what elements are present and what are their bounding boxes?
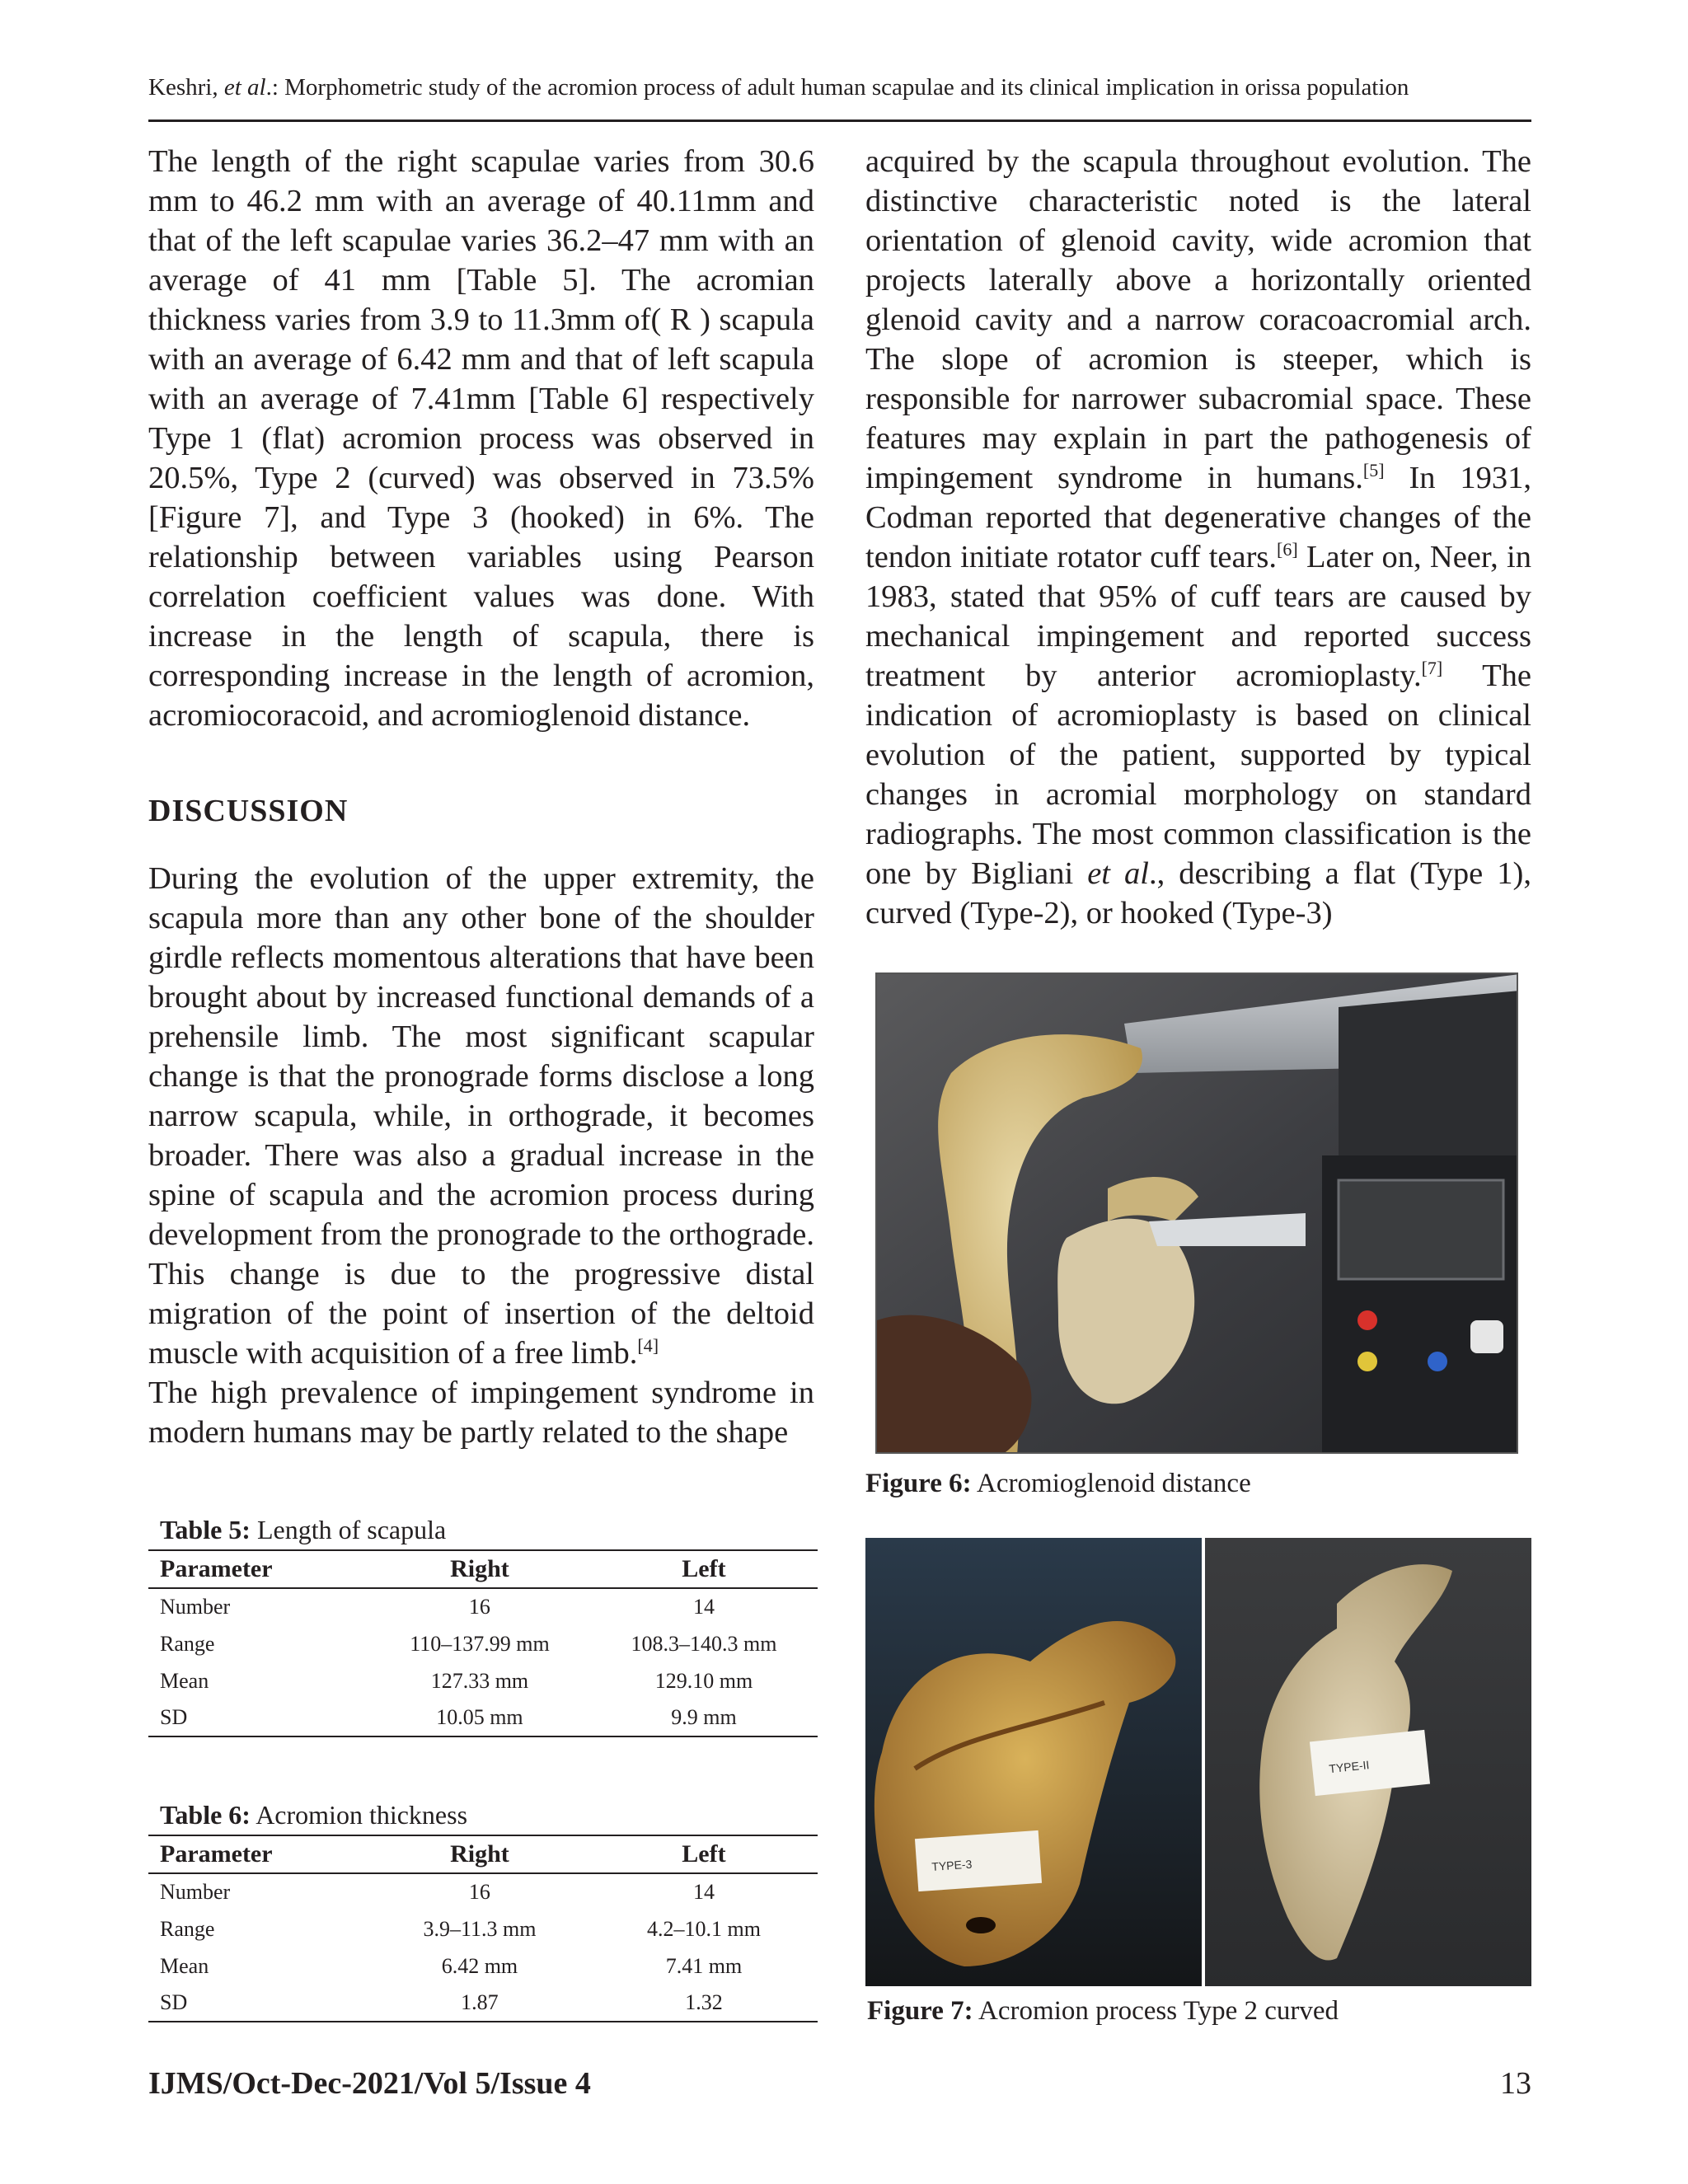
table-6-label: Table 6:: [160, 1800, 251, 1830]
running-header: [148, 71, 1531, 104]
header-title: .: Morphometric study of the acromion process of adult human scapulae and its clinical implication in orissa population: [265, 74, 1409, 101]
table-6: [148, 1798, 818, 2022]
results-paragraph: The length of the right scapulae varies from 30.6 mm to 46.2 mm with an average of 40.11mm and that of the left scapulae varies 36.2–47 mm with an average of 41 mm [Table 5]. The acromian thickness varies from 3.9 to 11.3mm of( R ) scapula with an average of 6.42 mm and that of left scapula with an average of 7.41mm [Table 6] respectively Type 1 (flat) acromion process was observed in 20.5%, Type 2 (curved) was observed in 73.5% [Figure 7], and Type 3 (hooked) in 6%. The relationship between variables using Pearson correlation coefficient values was done. With increase in the length of scapula, there is corresponding increase in the length of acromion, acromiocoracoid, and acromioglenoid distance.: [148, 144, 814, 733]
discussion-left-block: [148, 859, 814, 1452]
figure-6-caption-text: Acromioglenoid distance: [971, 1469, 1251, 1498]
discussion-right-text-d: The indication of acromioplasty is based on clinical evolution of the patient, supported by typical changes in acromial morphology on standard radiographs. The most common classification is the one by Bigliani: [865, 658, 1531, 891]
table-cell: 110–137.99 mm: [410, 1631, 550, 1656]
citation-5: [5]: [1362, 460, 1385, 480]
table-row: [148, 1662, 818, 1699]
figure-7-label: Figure 7:: [867, 1996, 973, 2026]
table-5: [148, 1513, 818, 1737]
table-row: [148, 1873, 818, 1910]
table-row: [148, 1699, 818, 1736]
discussion-right-text-a: acquired by the scapula throughout evolution. The distinctive characteristic noted is the lateral orientation of glenoid cavity, wide acromion that projects laterally above a horizontally oriented glenoid cavity and a narrow coracoacromial arch. The slope of acromion is steeper, which is responsible for narrower subacromial space. These features may explain in part the pathogenesis of impingement syndrome in humans.: [865, 144, 1531, 495]
header-et-al: et al: [223, 74, 266, 101]
table-row: [148, 1985, 818, 2022]
table-5-title: [148, 1513, 818, 1546]
table-cell: Mean: [160, 1953, 209, 1978]
discussion-para-2: The high prevalence of impingement syndrome in modern humans may be partly related to the shape: [148, 1376, 814, 1450]
table-cell: SD: [160, 1990, 188, 2014]
table-6-header-left: Left: [682, 1840, 726, 1868]
table-cell: 16: [468, 1880, 490, 1904]
table-cell: 14: [692, 1880, 715, 1904]
table-cell: Number: [160, 1880, 231, 1904]
figure-6-photo: [875, 972, 1518, 1454]
table-cell: 6.42 mm: [441, 1953, 518, 1978]
table-5-header-right: Right: [450, 1555, 509, 1582]
table-cell: 4.2–10.1 mm: [646, 1916, 761, 1941]
table-cell: 9.9 mm: [671, 1705, 737, 1729]
figure-6-caption: [865, 1467, 1251, 1500]
table-cell: Range: [160, 1916, 215, 1941]
figure-7-caption-text: Acromion process Type 2 curved: [973, 1996, 1339, 2026]
figure-6-label: Figure 6:: [865, 1469, 972, 1498]
table-6-header-right: Right: [450, 1840, 509, 1868]
table-cell: Mean: [160, 1668, 209, 1693]
discussion-heading: DISCUSSION: [148, 794, 349, 828]
table-cell: 129.10 mm: [654, 1668, 753, 1693]
figure-7-photo-right: [1205, 1538, 1531, 1986]
table-row: [148, 1947, 818, 1985]
table-cell: 108.3–140.3 mm: [631, 1631, 777, 1656]
table-row: [148, 1910, 818, 1947]
discussion-right-text-c: Later on, Neer, in 1983, stated that 95% of cuff tears are caused by mechanical impingement and reported success treatment by anterior acromioplasty.: [865, 540, 1532, 693]
table-cell: 10.05 mm: [436, 1705, 523, 1729]
discussion-para-1-text: During the evolution of the upper extremity, the scapula more than any other bone of the shoulder girdle reflects momentous alterations that have been brought about by increased functional demands of a prehensile limb. The most significant scapular change is that the pronograde forms disclose a long narrow scapula, while, in orthograde, it becomes broader. There was also a gradual increase in the spine of scapula and the acromion process during development from the pronograde to the orthograde. This change is due to the progressive distal migration of the point of insertion of the deltoid muscle with acquisition of a free limb.: [148, 861, 814, 1371]
table-cell: SD: [160, 1705, 188, 1729]
table-5-header-left: Left: [682, 1555, 726, 1582]
table-6-title: [148, 1798, 818, 1831]
table-5-label: Table 5:: [160, 1515, 251, 1544]
table-5-header-row: [148, 1550, 818, 1588]
citation-6: [6]: [1277, 539, 1298, 560]
table-row: [148, 1588, 818, 1625]
discussion-right-paragraph: [865, 142, 1531, 933]
table-cell: 14: [692, 1595, 715, 1619]
citation-7: [7]: [1421, 658, 1443, 678]
table-5-header-parameter: Parameter: [160, 1555, 273, 1582]
figure-7-right-illustration: [1205, 1538, 1531, 1986]
table-row: [148, 1625, 818, 1662]
table-6-header-parameter: Parameter: [160, 1840, 273, 1868]
table-cell: 127.33 mm: [430, 1668, 529, 1693]
table-5-grid: [148, 1549, 818, 1737]
header-rule: [148, 120, 1531, 122]
table-cell: 1.87: [461, 1990, 499, 2014]
discussion-right-block: [865, 142, 1531, 933]
footer-page-number: 13: [1500, 2066, 1531, 2101]
figure-7-photo-left: [865, 1538, 1202, 1986]
discussion-right-text-b: In 1931, Codman reported that degenerative changes of the tendon initiate rotator cuff tears.: [865, 461, 1531, 574]
table-cell: Number: [160, 1595, 231, 1619]
figure-7-left-illustration: [865, 1538, 1202, 1986]
discussion-para-1: [148, 859, 814, 1373]
discussion-et-al: et al: [1087, 856, 1149, 891]
table-cell: Range: [160, 1631, 215, 1656]
figure-7-right-tag: TYPE-II: [1328, 1758, 1371, 1776]
header-authors: Keshri,: [148, 74, 224, 101]
table-5-title-text: Length of scapula: [250, 1515, 447, 1544]
figure-6-illustration: [877, 974, 1518, 1454]
table-cell: 3.9–11.3 mm: [423, 1916, 537, 1941]
figure-7-left-tag: TYPE-3: [931, 1857, 973, 1873]
table-6-grid: [148, 1835, 818, 2022]
discussion-right-text-e: ., describing a flat (Type 1), curved (Type-2), or hooked (Type-3): [865, 856, 1531, 930]
table-6-header-row: [148, 1835, 818, 1873]
table-6-title-text: Acromion thickness: [250, 1800, 468, 1830]
figure-7-caption: [867, 1994, 1339, 2027]
table-cell: 1.32: [685, 1990, 723, 2014]
table-cell: 7.41 mm: [665, 1953, 743, 1978]
footer-journal: IJMS/Oct-Dec-2021/Vol 5/Issue 4: [148, 2066, 591, 2101]
results-paragraph-block: [148, 142, 814, 735]
citation-4: [4]: [637, 1335, 659, 1356]
table-cell: 16: [468, 1595, 490, 1619]
